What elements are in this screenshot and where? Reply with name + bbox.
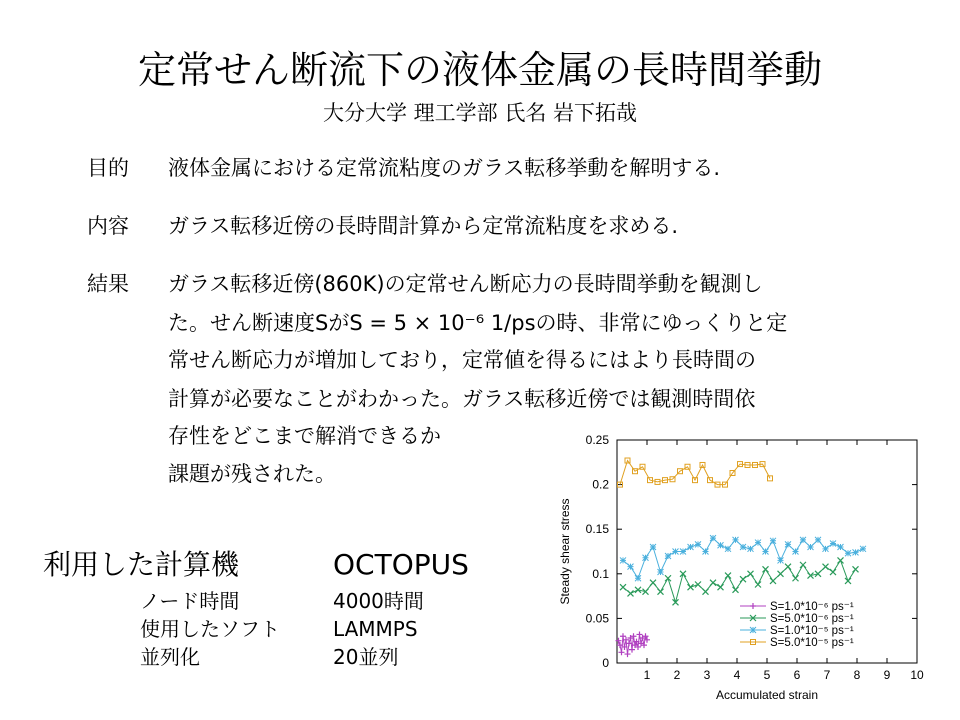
data-point: [793, 549, 799, 555]
spec-value-software: LAMMPS: [333, 617, 418, 641]
data-point: [755, 582, 761, 588]
data-point: [853, 549, 859, 555]
data-point: [845, 578, 851, 584]
slide-title: 定常せん断流下の液体金属の長時間挙動: [137, 48, 822, 92]
x-tick-label: 10: [910, 668, 924, 682]
content-text: ガラス転移近傍の長時間計算から定常流粘度を求める.: [168, 214, 679, 238]
data-point: [650, 544, 656, 550]
data-point: [619, 649, 625, 655]
data-point: [695, 541, 701, 547]
data-point: [778, 571, 784, 577]
x-axis-label: Accumulated strain: [715, 688, 819, 702]
data-point: [740, 544, 746, 550]
data-point: [725, 546, 731, 552]
data-point: [838, 544, 844, 550]
result-line: 計算が必要なことがわかった。ガラス転移近傍では観測時間依: [168, 387, 756, 411]
data-point: [733, 587, 739, 593]
x-tick-label: 5: [763, 668, 771, 682]
content-label: 内容: [87, 214, 129, 238]
data-point: [643, 589, 649, 595]
data-point: [625, 651, 631, 657]
legend-label: S=1.0*10⁻⁵ ps⁻¹: [770, 625, 854, 637]
data-point: [853, 566, 859, 572]
data-point: [680, 549, 686, 555]
x-tick-label: 3: [703, 668, 711, 682]
spec-value-parallel: 20並列: [333, 645, 399, 669]
data-point: [830, 569, 836, 575]
data-point: [800, 562, 806, 568]
data-point: [688, 584, 694, 590]
spec-key-parallel: 並列化: [140, 645, 200, 669]
result-line: ガラス転移近傍(860K)の定常せん断応力の長時間挙動を観測し: [168, 272, 763, 296]
y-axis-label: Steady shear stress: [558, 498, 572, 605]
data-point: [785, 541, 791, 547]
x-tick-label: 7: [823, 668, 831, 682]
y-tick-label: 0: [602, 656, 609, 670]
data-point: [733, 537, 739, 543]
result-line: 存性をどこまで解消できるか: [168, 424, 441, 448]
result-line: 課題が残された。: [168, 462, 336, 486]
purpose-label: 目的: [87, 156, 129, 180]
data-point: [635, 575, 641, 581]
data-point: [755, 540, 761, 546]
y-tick-label: 0.15: [585, 522, 609, 537]
data-point: [800, 537, 806, 543]
data-point: [725, 573, 731, 579]
data-point: [620, 633, 626, 639]
data-point: [665, 553, 671, 559]
data-point: [718, 542, 724, 548]
data-point: [628, 564, 634, 570]
data-point: [643, 555, 649, 561]
x-tick-label: 9: [883, 668, 891, 682]
data-point: [823, 546, 829, 552]
data-point: [845, 550, 851, 556]
data-point: [815, 537, 821, 543]
data-point: [770, 538, 776, 544]
result-line: た。せん断速度SがS = 5 × 10⁻⁶ 1/psの時、非常にゆっくりと定: [168, 311, 788, 335]
data-point: [628, 590, 634, 596]
data-point: [673, 599, 679, 605]
legend-marker: [750, 627, 756, 633]
data-point: [673, 549, 679, 555]
data-point: [710, 535, 716, 541]
data-point: [823, 564, 829, 570]
data-point: [748, 571, 754, 577]
x-tick-label: 6: [793, 668, 801, 682]
data-point: [785, 564, 791, 570]
legend-marker: [750, 603, 756, 609]
data-point: [680, 571, 686, 577]
data-point: [688, 544, 694, 550]
y-tick-label: 0.2: [592, 477, 609, 492]
author-affiliation: 大分大学 理工学部 氏名 岩下拓哉: [322, 101, 638, 125]
legend-label: S=5.0*10⁻⁶ ps⁻¹: [770, 613, 854, 625]
data-point: [703, 589, 709, 595]
y-tick-label: 0.05: [585, 611, 609, 626]
data-point: [830, 540, 836, 546]
data-point: [658, 569, 664, 575]
data-point: [620, 584, 626, 590]
result-line: 常せん断応力が増加しており，定常値を得るにはより長時間の: [168, 348, 756, 372]
result-label: 結果: [87, 272, 129, 296]
computer-name: OCTOPUS: [333, 548, 469, 581]
spec-key-node-hours: ノード時間: [140, 589, 240, 613]
data-point: [695, 582, 701, 588]
data-point: [650, 580, 656, 586]
computer-heading: 利用した計算機: [43, 548, 240, 581]
data-point: [778, 557, 784, 563]
data-point: [718, 584, 724, 590]
data-point: [710, 580, 716, 586]
data-point: [793, 575, 799, 581]
x-tick-label: 4: [733, 668, 741, 682]
x-tick-label: 8: [853, 668, 861, 682]
data-point: [740, 576, 746, 582]
data-point: [763, 549, 769, 555]
series-line-2: [623, 560, 856, 602]
spec-value-node-hours: 4000時間: [333, 589, 424, 613]
data-point: [860, 546, 866, 552]
spec-key-software: 使用したソフト: [140, 617, 280, 641]
data-point: [629, 647, 635, 653]
x-tick-label: 1: [643, 668, 651, 682]
data-point: [658, 589, 664, 595]
purpose-text: 液体金属における定常流粘度のガラス転移挙動を解明する.: [168, 156, 721, 180]
data-point: [838, 557, 844, 563]
data-point: [635, 587, 641, 593]
y-tick-label: 0.25: [585, 433, 609, 447]
data-point: [770, 578, 776, 584]
shear-stress-chart: [532, 428, 952, 716]
data-point: [620, 557, 626, 563]
y-tick-label: 0.1: [592, 566, 609, 581]
legend-label: S=5.0*10⁻⁵ ps⁻¹: [770, 637, 854, 649]
data-point: [808, 544, 814, 550]
data-point: [665, 575, 671, 581]
data-point: [637, 631, 643, 637]
data-point: [763, 566, 769, 572]
legend-label: S=1.0*10⁻⁶ ps⁻¹: [770, 601, 854, 613]
data-point: [748, 546, 754, 552]
data-point: [703, 549, 709, 555]
x-tick-label: 2: [673, 668, 681, 682]
